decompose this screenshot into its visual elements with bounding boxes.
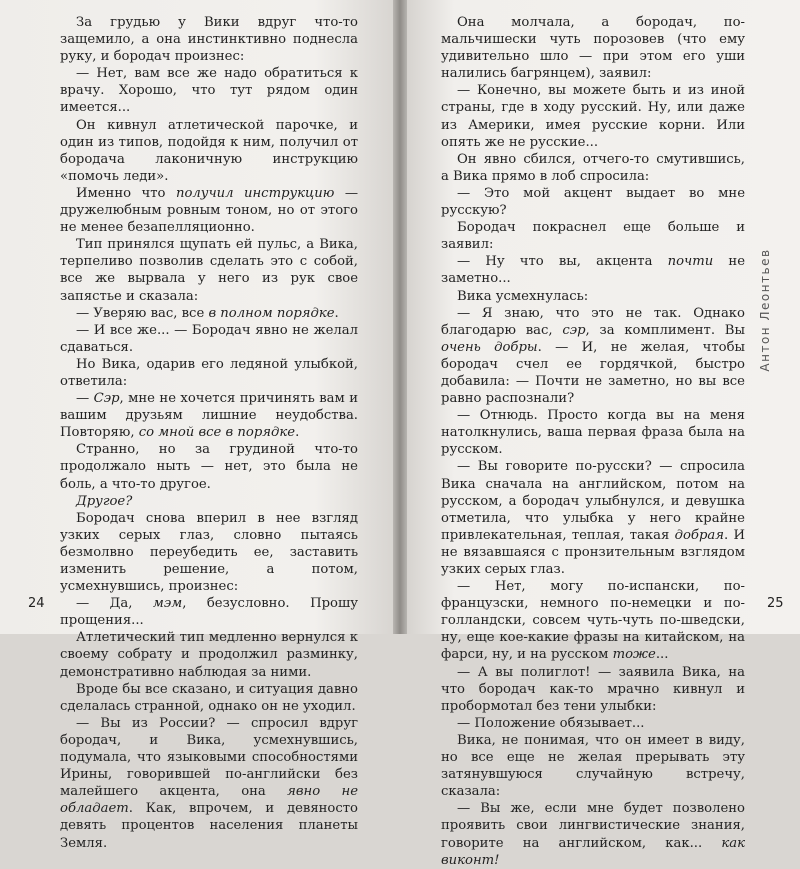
paragraph: — Уверяю вас, все в полном порядке.	[76, 305, 339, 321]
paragraph: Бородач покраснел еще больше и заявил:	[441, 220, 745, 253]
paragraph: Бородач снова вперил в нее взгляд узких серых глаз, словно пытаясь безмолвно переубедить ее, заставить изменить решение, а потом, усмехнувшись, произнес:	[60, 510, 358, 595]
paragraph: — Нет, могу по-испански, по-французски, немного по-немецки и по-голландски, совсем чуть-чуть по-шведски, ну, еще кое-какие фразы на китайском, на фарси, ну, и на русском тоже...	[441, 579, 745, 663]
paragraph: Он явно сбился, отчего-то смутившись, а Вика прямо в лоб спросила:	[441, 151, 745, 184]
paragraph: Вика усмехнулась:	[457, 288, 589, 304]
italic-phrase: Сэр	[93, 391, 120, 407]
italic-phrase: в полном порядке	[208, 305, 335, 321]
left-page	[0, 0, 393, 851]
paragraph: — Вы из России? — спросил вдруг бородач, и Вика, усмехнувшись, подумала, что языковыми способностями Ирины, говорившей по-английски без малейшего акцента, она явно не обладает. Как, впрочем, и девяносто девять процентов населения планеты Земля.	[60, 715, 359, 851]
italic-phrase: очень добры	[441, 339, 538, 355]
paragraph: — Вы же, если мне будет позволено проявить свои лингвистические знания, говорите на английском, как... как виконт!	[441, 801, 745, 868]
running-head-right: Антон Леонтьев	[758, 248, 772, 372]
paragraph: — Я знаю, что это не так. Однако благодарю вас, сэр, за комплимент. Вы очень добры. — И, не желая, чтобы бородач счел ее гордячкой, быстро добавила: — Почти не заметно, но вы все равно распознали?	[441, 305, 745, 407]
paragraph: — Нет, вам все же надо обратиться к врачу. Хорошо, что тут рядом один имеется...	[60, 66, 358, 116]
page-number-left: 24	[28, 596, 45, 611]
italic-phrase: явно не обладает	[60, 784, 359, 817]
paragraph: — И все же... — Бородач явно не желал сдаваться.	[60, 322, 358, 355]
paragraph: Вика, не понимая, что он имеет в виду, но все еще не желая прерывать эту затянувшуюся случайную встречу, сказала:	[441, 732, 745, 800]
paragraph: — А вы полиглот! — заявила Вика, на что бородач как-то мрачно кивнул и пробормотал без тени улыбки:	[441, 664, 745, 714]
paragraph: — Вы говорите по-русски? — спросила Вика сначала на английском, потом на русском, а бородач улыбнулся, и девушка отметила, что улыбка у него крайне привлекательная, теплая, такая добрая. И не вязавшаяся с пронзительным взглядом узких серых глаз.	[441, 459, 745, 577]
paragraph: — Конечно, вы можете быть и из иной страны, где в ходу русский. Ну, или даже из Америки, имея русские корни. Или опять же не русские...	[441, 83, 745, 150]
paragraph: — Сэр, мне не хочется причинять вам и вашим друзьям лишние неудобства. Повторяю, со мной все в порядке.	[60, 391, 358, 441]
italic-phrase: мэм	[152, 596, 183, 612]
italic-phrase: почти	[667, 254, 714, 270]
paragraph: — Да, мэм, безусловно. Прошу прощения...	[60, 596, 358, 629]
italic-phrase: получил инструкцию	[175, 185, 335, 201]
italic-phrase: сэр	[562, 322, 586, 338]
paragraph: Но Вика, одарив его ледяной улыбкой, ответила:	[60, 356, 358, 389]
paragraph: За грудью у Вики вдруг что-то защемило, а она инстинктивно поднесла руку, и бородач произнес:	[60, 15, 358, 65]
paragraph: Атлетический тип медленно вернулся к своему собрату и продолжил разминку, демонстративно наблюдая за ними.	[60, 630, 358, 680]
paragraph: Вроде бы все сказано, и ситуация давно сделалась странной, однако он не уходил.	[60, 681, 358, 714]
paragraph: Она молчала, а бородач, по-мальчишески чуть порозовев (что ему удивительно шло — при этом его уши налились багрянцем), заявил:	[441, 15, 745, 82]
page-number-right: 25	[767, 596, 784, 611]
left-page-text	[60, 14, 358, 852]
italic-phrase: тоже	[612, 647, 656, 663]
paragraph: — Положение обязывает...	[457, 715, 645, 731]
book-gutter	[393, 0, 407, 634]
right-page	[407, 0, 800, 868]
paragraph: Он кивнул атлетической парочке, и один из типов, подойдя к ним, получил от бородача лаконичную инструкцию «помочь леди».	[60, 117, 358, 184]
paragraph: Именно что получил инструкцию — дружелюбным ровным тоном, но от этого не менее безапелляционно.	[60, 185, 359, 236]
paragraph: — Отнюдь. Просто когда вы на меня натолкнулись, ваша первая фраза была на русском.	[441, 408, 745, 458]
italic-phrase: добрая	[674, 527, 725, 543]
paragraph: — Это мой акцент выдает во мне русскую?	[441, 185, 745, 219]
italic-phrase: Другое?	[76, 493, 133, 509]
italic-phrase: как виконт!	[441, 835, 745, 868]
paragraph: Тип принялся щупать ей пульс, а Вика, терпеливо позволив сделать это с собой, все же вырвала у него из рук свое запястье и сказала:	[60, 237, 358, 304]
paragraph: Странно, но за грудиной что-то продолжало ныть — нет, это была не боль, а что-то другое.	[60, 442, 358, 492]
paragraph: — Ну что вы, акцента почти не заметно...	[441, 254, 745, 287]
paragraph	[60, 493, 358, 510]
italic-phrase: со мной все в порядке	[138, 425, 296, 441]
right-page-text	[441, 14, 745, 869]
